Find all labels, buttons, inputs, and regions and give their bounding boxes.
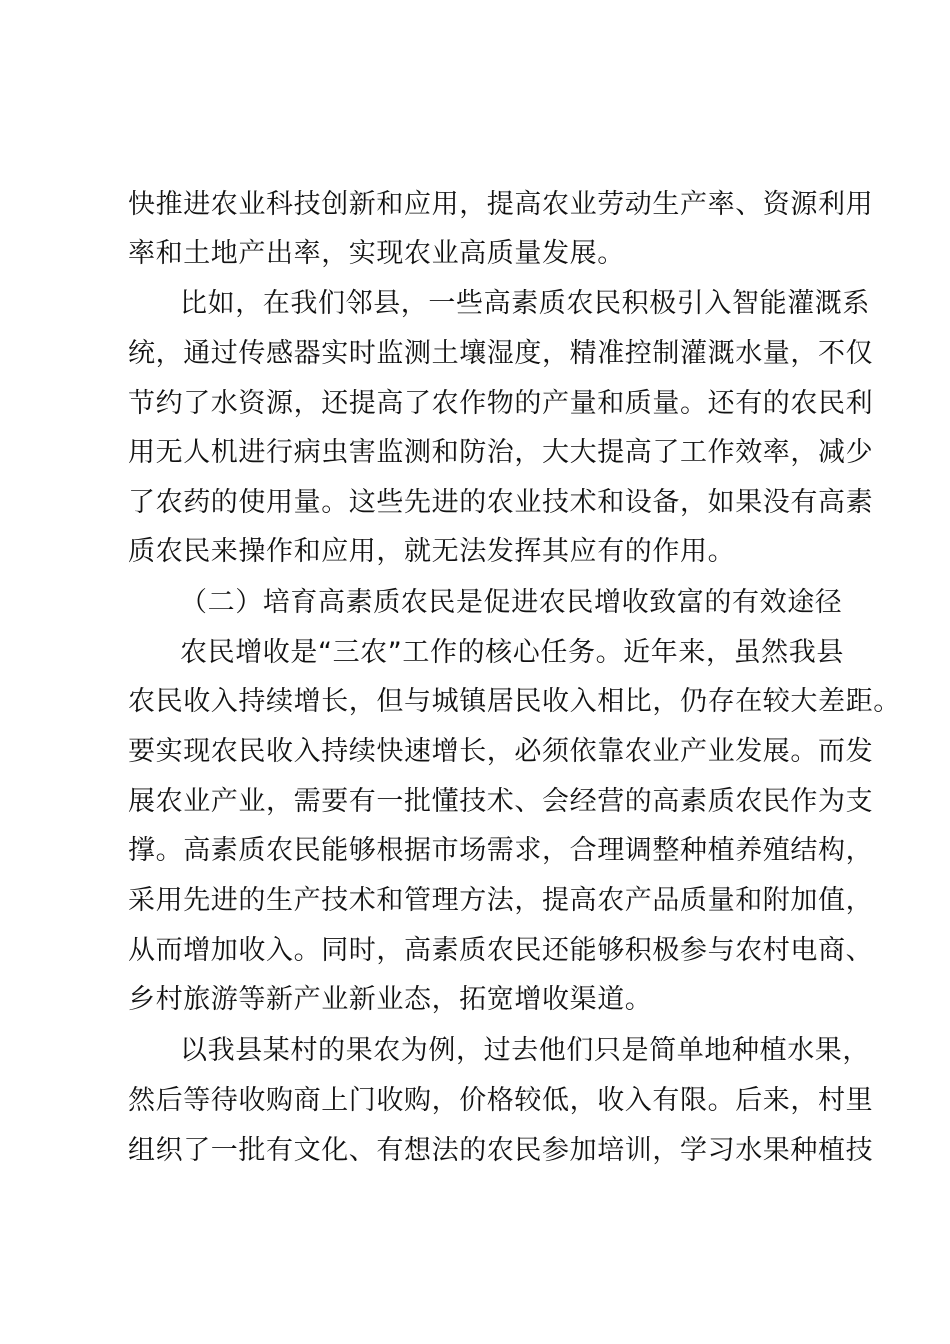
text-line: 要实现农民收入持续快速增长，必须依靠农业产业发展。而发 xyxy=(128,736,874,767)
text-line: 比如，在我们邻县，一些高素质农民积极引入智能灌溉系 xyxy=(180,288,870,319)
section-heading: （二）培育高素质农民是促进农民增收致富的有效途径 xyxy=(180,587,843,618)
text-line: 组织了一批有文化、有想法的农民参加培训，学习水果种植技 xyxy=(128,1135,874,1166)
text-line: 以我县某村的果农为例，过去他们只是简单地种植水果， xyxy=(180,1035,870,1066)
text-line: 快推进农业科技创新和应用，提高农业劳动生产率、资源利用 xyxy=(128,189,874,220)
text-line: 质农民来操作和应用，就无法发挥其应有的作用。 xyxy=(128,536,736,567)
text-line: 然后等待收购商上门收购，价格较低，收入有限。后来，村里 xyxy=(128,1085,874,1116)
text-line: 了农药的使用量。这些先进的农业技术和设备，如果没有高素 xyxy=(128,487,874,518)
text-line: 节约了水资源，还提高了农作物的产量和质量。还有的农民利 xyxy=(128,388,874,419)
text-line: 从而增加收入。同时，高素质农民还能够积极参与农村电商、 xyxy=(128,935,874,966)
text-line: 展农业产业，需要有一批懂技术、会经营的高素质农民作为支 xyxy=(128,786,874,817)
text-line: 用无人机进行病虫害监测和防治，大大提高了工作效率，减少 xyxy=(128,437,874,468)
text-line: 农民收入持续增长，但与城镇居民收入相比，仍存在较大差距。 xyxy=(128,686,901,717)
text-line: 采用先进的生产技术和管理方法，提高农产品质量和附加值， xyxy=(128,885,874,916)
text-line: 撑。高素质农民能够根据市场需求，合理调整种植养殖结构， xyxy=(128,835,874,866)
text-line: 统，通过传感器实时监测土壤湿度，精准控制灌溉水量，不仅 xyxy=(128,338,874,369)
text-line: 农民增收是“三农”工作的核心任务。近年来，虽然我县 xyxy=(180,637,844,668)
text-line: 乡村旅游等新产业新业态，拓宽增收渠道。 xyxy=(128,984,653,1015)
text-line: 率和土地产出率，实现农业高质量发展。 xyxy=(128,238,625,269)
